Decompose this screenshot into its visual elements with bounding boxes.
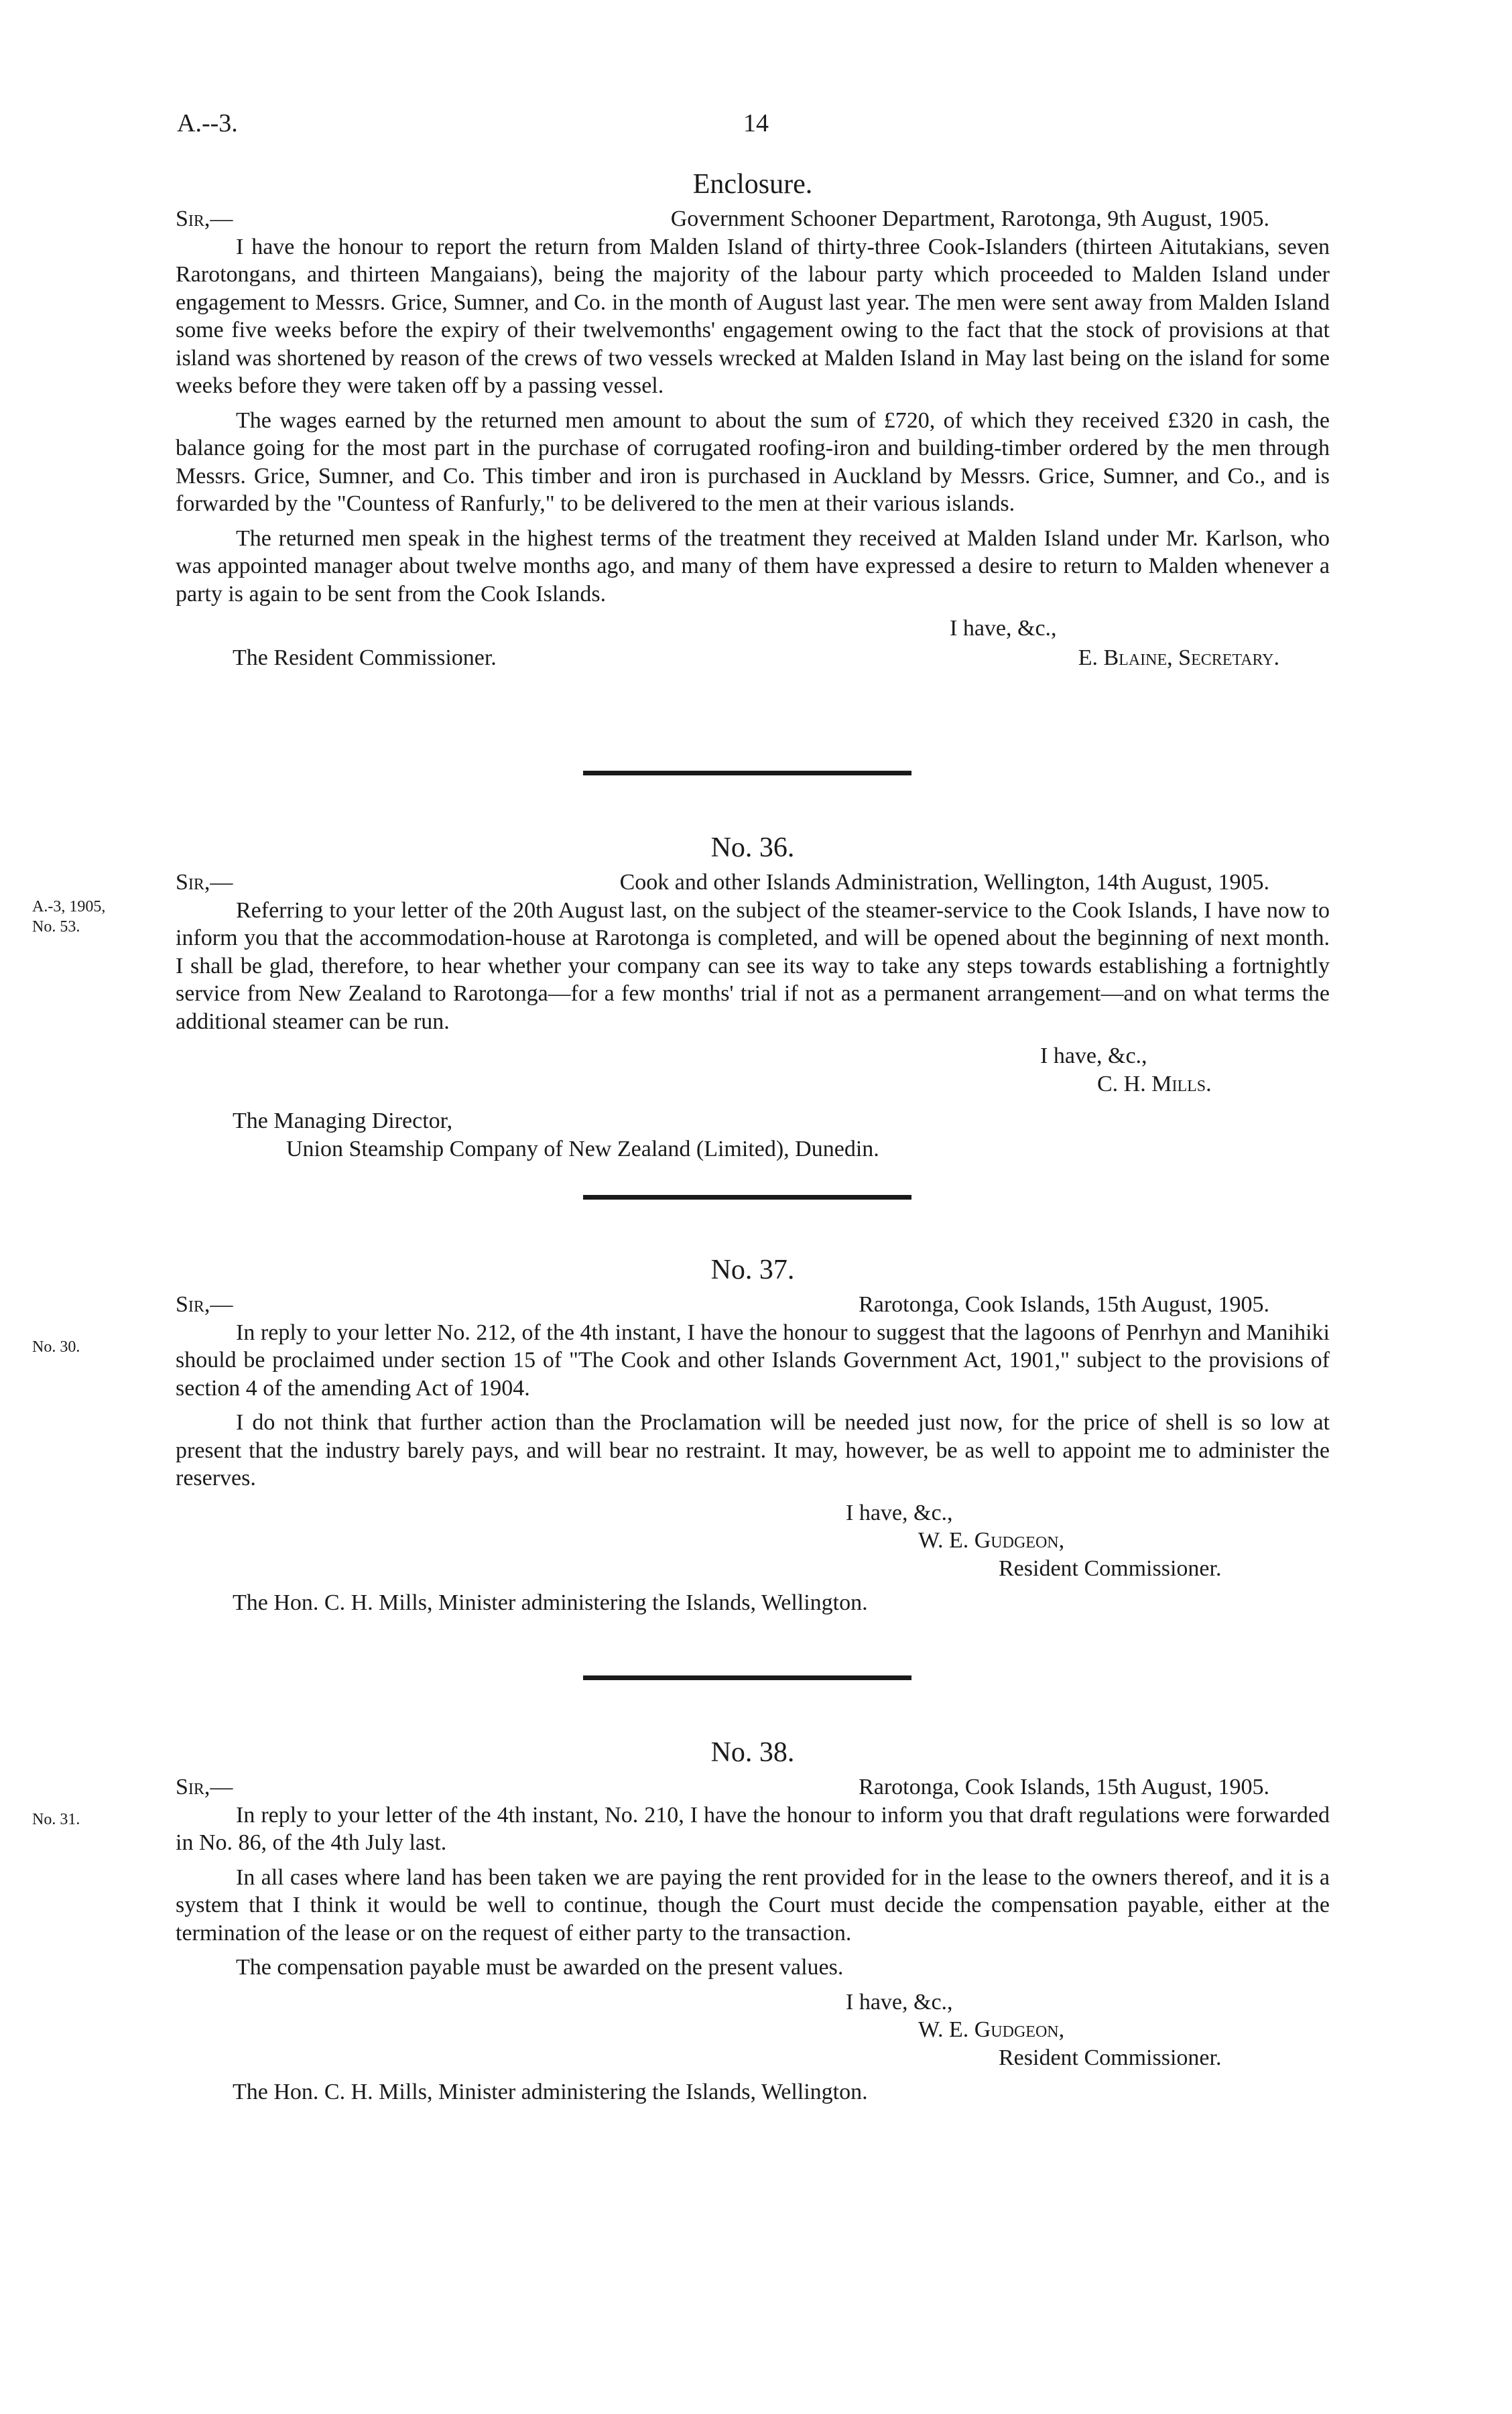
letter-no-36: [176, 831, 1330, 1163]
salutation: Sir,—: [176, 1292, 233, 1317]
enclosure-title: Enclosure.: [692, 169, 813, 200]
section-divider: [583, 771, 911, 775]
closing: I have, &c.,: [846, 1989, 953, 2015]
document-reference: A.--3.: [177, 109, 238, 137]
signature: E. Blaine, Secretary.: [1078, 645, 1279, 670]
letter-title: No. 38.: [710, 1737, 795, 1768]
paragraph: In reply to your letter No. 212, of the 4th instant, I have the honour to suggest that the lagoons of Penrhyn and Manihiki should be proclaimed under section 15 of "The Cook and other Islands Government Act, 1901," subject to the provisions of section 4 of the amending Act of 1904.: [176, 1320, 1330, 1401]
letter-no-37: [176, 1253, 1330, 1617]
margin-reference: No. 31.: [32, 1811, 80, 1828]
margin-reference-line: A.-3, 1905,: [32, 898, 106, 915]
signature: W. E. Gudgeon,: [918, 1528, 1065, 1553]
letter-title: No. 36.: [710, 832, 795, 863]
closing: I have, &c.,: [950, 616, 1057, 641]
addressee: The Managing Director,: [233, 1108, 453, 1133]
letter-no-38: [176, 1736, 1330, 2106]
salutation: Sir,—: [176, 206, 233, 231]
page-number: 14: [743, 109, 769, 137]
paragraph: In all cases where land has been taken we are paying the rent provided for in the lease to the owners thereof, and it is a system that I think it would be well to continue, though the Court must decide the compensation payable, either at the termination of the lease or on the request of either party to the transaction.: [176, 1864, 1330, 1946]
signature-title: Resident Commissioner.: [999, 1555, 1222, 1581]
salutation: Sir,—: [176, 870, 233, 895]
addressee: The Resident Commissioner.: [233, 645, 497, 670]
paragraph: In reply to your letter of the 4th instant, No. 210, I have the honour to inform you that draft regulations were forwarded in No. 86, of the 4th July last.: [176, 1802, 1330, 1855]
signature: C. H. Mills.: [1097, 1071, 1212, 1096]
date-line: Cook and other Islands Administration, Wellington, 14th August, 1905.: [619, 870, 1269, 895]
section-divider: [583, 1675, 911, 1680]
date-line: Government Schooner Department, Rarotonga, 9th August, 1905.: [670, 206, 1269, 231]
margin-reference: [32, 897, 153, 937]
section-divider: [583, 1195, 911, 1200]
enclosure-section: [176, 168, 1330, 672]
paragraph: The compensation payable must be awarded on the present values.: [236, 1955, 844, 1980]
paragraph: I have the honour to report the return from Malden Island of thirty-three Cook-Islanders (thirteen Aitutakians, seven Rarotongans, and thirteen Mangaians), being the majority of the labour party which proceeded to Malden Island under engagement to Messrs. Grice, Sumner, and Co. in the month of August last year. The men were sent away from Malden Island some five weeks before the expiry of their twelvemonths' engagement owing to the fact that the stock of provisions at that island was shortened by reason of the crews of two vessels wrecked at Malden Island in May last being on the island for some weeks before they were taken off by a passing vessel.: [176, 234, 1330, 398]
date-line: Rarotonga, Cook Islands, 15th August, 1905.: [859, 1775, 1269, 1799]
signature-title: Resident Commissioner.: [999, 2045, 1222, 2070]
addressee: The Hon. C. H. Mills, Minister administering the Islands, Wellington.: [233, 1590, 868, 1615]
signature: W. E. Gudgeon,: [918, 2017, 1065, 2042]
paragraph: The wages earned by the returned men amount to about the sum of £720, of which they received £320 in cash, the balance going for the most part in the purchase of corrugated roofing-iron and building-timber ordered by the men through Messrs. Grice, Sumner, and Co. This timber and iron is purchased in Auckland by Messrs. Grice, Sumner, and Co., and is forwarded by the "Countess of Ranfurly," to be delivered to the men at their various islands.: [176, 407, 1330, 516]
margin-reference: No. 30.: [32, 1338, 80, 1356]
paragraph: The returned men speak in the highest terms of the treatment they received at Malden Island under Mr. Karlson, who was appointed manager about twelve months ago, and many of them have expressed a desire to return to Malden whenever a party is again to be sent from the Cook Islands.: [176, 525, 1330, 607]
margin-reference-line: No. 53.: [32, 918, 80, 936]
paragraph: Referring to your letter of the 20th August last, on the subject of the steamer-service to the Cook Islands, I have now to inform you that the accommodation-house at Rarotonga is completed, and will be opened about the beginning of next month. I shall be glad, therefore, to hear whether your company can see its way to take any steps towards establishing a fortnightly service from New Zealand to Rarotonga—for a few months' trial if not as a permanent arrangement—and on what terms the additional steamer can be run.: [176, 897, 1330, 1034]
closing: I have, &c.,: [1040, 1043, 1147, 1068]
addressee: The Hon. C. H. Mills, Minister administering the Islands, Wellington.: [233, 2080, 868, 2104]
date-line: Rarotonga, Cook Islands, 15th August, 1905.: [859, 1292, 1269, 1317]
salutation: Sir,—: [176, 1775, 233, 1799]
letter-title: No. 37.: [710, 1255, 795, 1285]
addressee: Union Steamship Company of New Zealand (Limited), Dunedin.: [286, 1136, 879, 1161]
paragraph: I do not think that further action than the Proclamation will be needed just now, for the price of shell is so low at present that the industry barely pays, and will bear no restraint. It may, however, be as well to appoint me to administer the reserves.: [176, 1410, 1330, 1490]
closing: I have, &c.,: [846, 1500, 953, 1525]
